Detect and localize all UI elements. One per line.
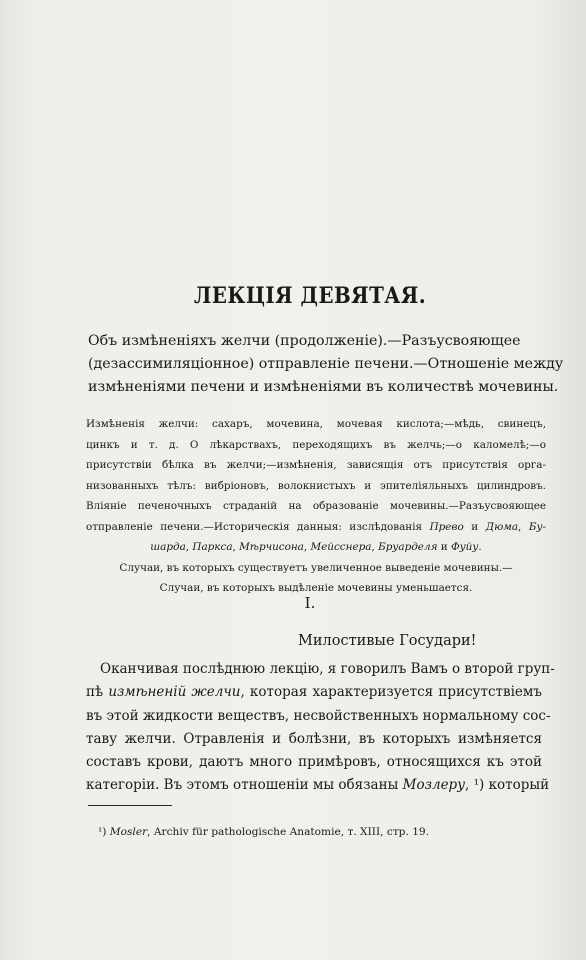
lecture-summary xyxy=(86,414,546,599)
body-text-run: который xyxy=(484,777,550,794)
author-name: Бруарделя xyxy=(378,541,438,553)
lecture-subtitle xyxy=(88,330,564,399)
body-line: составъ крови, даютъ много примѣровъ, относящихся къ этой xyxy=(86,754,542,771)
summary-text: отправленіе печени.—Историческія данныя: изслѣдованія xyxy=(86,520,430,533)
lecture-title: ЛЕКЦІЯ ДЕВЯТАЯ. xyxy=(193,283,427,309)
summary-line: Вліяніе печеночныхъ страданій на образованіе мочевины.—Разъусвояющее xyxy=(86,500,546,512)
author-name: Дюма xyxy=(485,520,519,533)
summary-text: и xyxy=(463,520,486,533)
salutation: Милостивые Государи! xyxy=(298,633,477,649)
body-text-run: пѣ xyxy=(86,684,109,701)
author-name: Мозлеру xyxy=(402,777,466,794)
author-name: Прево xyxy=(429,520,464,533)
footnote-text: , Archiv für pathologische Anatomie, т. XIII, стр. 19. xyxy=(147,826,430,838)
footnote-author: Mosler xyxy=(109,826,148,838)
summary-text: , xyxy=(185,541,193,553)
author-name: Паркса xyxy=(192,541,233,553)
summary-line: Случаи, въ которыхъ выдѣленіе мочевины уменьшается. xyxy=(159,582,473,594)
summary-line: Случаи, въ которыхъ существуетъ увеличенное выведеніе мочевины.— xyxy=(119,561,513,574)
summary-text: , xyxy=(518,520,529,533)
summary-line: присутствіи бѣлка въ желчи;—измѣненія, зависящія отъ присутствія орга- xyxy=(86,459,546,471)
author-name: шарда xyxy=(150,541,186,553)
author-name: Фуйу xyxy=(451,541,479,553)
summary-line: Измѣненія желчи: сахаръ, мочевина, мочевая кислота;—мѣдь, свинецъ, xyxy=(86,418,546,430)
body-line xyxy=(86,774,550,797)
subtitle-line: измѣненіями печени и измѣненіями въ количествѣ мочевины. xyxy=(88,379,559,395)
footnote-marker: ¹) xyxy=(98,826,107,838)
body-line xyxy=(86,681,542,704)
summary-line xyxy=(86,517,546,538)
summary-text: , xyxy=(371,541,379,553)
summary-text: , xyxy=(303,541,311,553)
body-text-run: , которая характеризуется присутствіемъ xyxy=(240,684,542,701)
section-number: I. xyxy=(304,594,316,612)
body-text xyxy=(86,658,555,798)
body-line: Оканчивая послѣднюю лекцію, я говорилъ Вамъ о второй груп- xyxy=(100,661,555,677)
summary-text: и xyxy=(437,541,451,553)
author-name: Мѣрчисона xyxy=(239,541,304,553)
subtitle-line: (дезассимиляціонное) отправленіе печени.—Отношеніе между xyxy=(88,356,564,372)
author-name: Мейсснера xyxy=(310,541,372,553)
body-line: въ этой жидкости веществъ, несвойственныхъ нормальному сос- xyxy=(86,707,551,724)
footnote-divider xyxy=(88,805,172,806)
summary-text: , xyxy=(232,541,240,553)
summary-line xyxy=(86,537,546,558)
summary-line: цинкъ и т. д. О лѣкарствахъ, переходящихъ въ желчь;—о каломелѣ;—о xyxy=(86,438,546,451)
body-text-run: категоріи. Въ этомъ отношеніи мы обязаны xyxy=(86,777,403,794)
emphasis: измѣненій желчи xyxy=(108,684,241,701)
summary-line: низованныхъ тѣлъ: вибріоновъ, волокнистыхъ и эпителіяльныхъ цилиндровъ. xyxy=(86,479,546,492)
body-line: таву желчи. Отравленія и болѣзни, въ которыхъ измѣняется xyxy=(86,730,542,747)
footnote xyxy=(98,826,429,838)
footnote-reference: , ¹) xyxy=(465,777,485,794)
summary-text: . xyxy=(478,541,482,553)
author-name: Бу- xyxy=(528,520,547,533)
subtitle-line: Объ измѣненіяхъ желчи (продолженіе).—Разъусвояющее xyxy=(88,333,521,349)
